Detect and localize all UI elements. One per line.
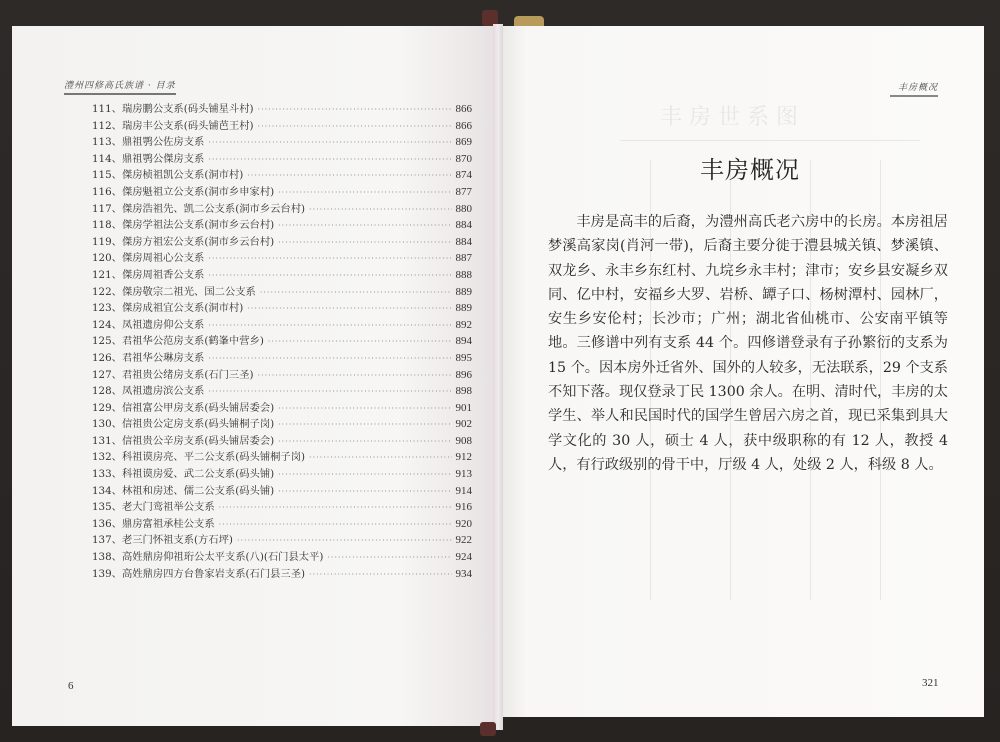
toc-entry-page: 892 (455, 318, 472, 331)
toc-entry-title: 139、高姓鼎房四方台鲁家岩支系(石门县三圣) (92, 567, 306, 580)
toc-entry-title: 134、林祖和房述、儒二公支系(码头铺) (92, 484, 275, 497)
toc-entry-page: 889 (455, 285, 472, 298)
toc-leader-dots (208, 271, 451, 280)
toc-leader-dots (219, 503, 452, 512)
toc-entry (92, 565, 472, 582)
toc-entry-page: 880 (455, 202, 472, 215)
toc-entry-page: 894 (455, 335, 472, 348)
toc-leader-dots (309, 570, 451, 579)
toc-leader-dots (327, 553, 451, 562)
toc-entry-page: 884 (455, 219, 472, 232)
toc-leader-dots (208, 138, 451, 147)
toc-entry-page: 902 (455, 418, 472, 431)
toc-entry-title: 132、科祖谟房亮、平二公支系(码头铺桐子岗) (92, 451, 306, 464)
toc-leader-dots (278, 470, 451, 479)
toc-leader-dots (278, 487, 451, 496)
table-of-contents (92, 100, 472, 581)
toc-entry-title: 136、鼎房富祖承桂公支系 (92, 517, 215, 530)
toc-entry (92, 482, 472, 499)
toc-entry-title: 114、鼎祖鹗公傑房支系 (92, 152, 205, 165)
toc-entry (92, 531, 472, 548)
toc-entry-page: 866 (455, 103, 472, 115)
toc-entry-page: 912 (455, 451, 472, 464)
toc-leader-dots (260, 288, 452, 297)
toc-entry (92, 399, 472, 416)
toc-leader-dots (278, 221, 451, 230)
toc-entry (92, 216, 472, 233)
toc-entry-title: 131、信祖贵公辛房支系(码头铺居委会) (92, 434, 275, 447)
toc-entry-page: 916 (455, 501, 472, 514)
book-gutter (493, 24, 503, 730)
toc-entry-page: 869 (455, 136, 472, 149)
toc-entry-page: 874 (455, 169, 472, 182)
toc-entry (92, 100, 472, 117)
toc-entry-title: 122、傑房敬宗二祖光、国二公支系 (92, 285, 256, 298)
bookmark-ribbon (514, 16, 544, 26)
toc-leader-dots (219, 520, 452, 529)
toc-entry (92, 183, 472, 200)
toc-leader-dots (278, 188, 451, 197)
toc-leader-dots (278, 437, 451, 446)
toc-entry (92, 432, 472, 449)
toc-entry (92, 382, 472, 399)
toc-entry (92, 133, 472, 150)
toc-entry (92, 548, 472, 565)
toc-leader-dots (309, 453, 451, 462)
toc-leader-dots (278, 238, 451, 247)
toc-entry (92, 316, 472, 333)
toc-entry-title: 115、傑房桢祖凯公支系(洞市村) (92, 169, 244, 182)
toc-entry-page: 920 (455, 517, 472, 530)
toc-entry-title: 113、鼎祖鹗公佐房支系 (92, 136, 205, 149)
toc-entry-title: 125、君祖华公范房支系(鹤峯中营乡) (92, 335, 264, 348)
toc-entry-title: 119、傑房方祖宏公支系(洞市乡云台村) (92, 235, 275, 248)
right-page-number: 321 (922, 677, 939, 689)
toc-entry (92, 515, 472, 532)
toc-leader-dots (247, 304, 451, 313)
toc-entry-title: 116、傑房魁祖立公支系(洞市乡申家村) (92, 185, 275, 198)
toc-entry (92, 498, 472, 515)
toc-leader-dots (208, 387, 451, 396)
toc-entry-page: 934 (455, 567, 472, 580)
toc-entry-page: 914 (455, 484, 472, 497)
toc-entry-title: 128、凤祖遗房滨公支系 (92, 385, 205, 398)
toc-entry-page: 924 (455, 551, 472, 564)
toc-entry-title: 126、君祖华公琳房支系 (92, 351, 205, 364)
toc-entry-title: 124、凤祖遗房仰公支系 (92, 318, 205, 331)
toc-entry (92, 299, 472, 316)
toc-entry-page: 908 (455, 434, 472, 447)
toc-leader-dots (309, 205, 451, 214)
toc-leader-dots (247, 171, 451, 180)
toc-entry-page: 898 (455, 385, 472, 398)
toc-entry-title: 135、老大门鸾祖举公支系 (92, 501, 215, 514)
toc-entry-page: 922 (455, 534, 472, 547)
toc-entry-page: 887 (455, 252, 472, 265)
toc-entry (92, 415, 472, 432)
toc-entry (92, 266, 472, 283)
toc-entry-title: 117、傑房浩祖先、凯二公支系(洞市乡云台村) (92, 202, 306, 215)
toc-entry-title: 121、傑房周祖香公支系 (92, 268, 205, 281)
toc-entry (92, 332, 472, 349)
toc-entry (92, 283, 472, 300)
book-spine-bottom (480, 722, 496, 736)
section-body-paragraph: 丰房是高丰的后裔，为澧州高氏老六房中的长房。本房祖居梦溪高家岗(肖河一带)，后裔主要分徙于澧县城关镇、梦溪镇、双龙乡、永丰乡东红村、九垸乡永丰村；津市；安乡县安凝乡双同、亿中村，安福乡大罗、岩桥、罈子口、杨树潭村、园林厂，安生乡安伦村；长沙市；广州；湖北省仙桃市、公安南平镇等地。三修谱中列有支系 44 个。四修谱登录有子孙繁衍的支系为 15 个。因本房外迁省外、国外的人较多，无法联系，29 个支系不知下落。现仅登录丁民 1300 余人。在明、清时代，丰房的太学生、举人和民国时代的国学生曾居六房之首，现已采集到具大学文化的 30 人，硕士 4 人，获中级职称的有 12 人，教授 4 人，有行政级别的骨干中，厅级 4 人，处级 2 人，科级 8 人。 (548, 214, 948, 473)
toc-entry-page: 889 (455, 302, 472, 315)
left-running-head: 澧州四修高氏族谱 · 目录 (64, 78, 176, 95)
section-title: 丰房概况 (700, 156, 800, 184)
toc-leader-dots (208, 254, 451, 263)
toc-leader-dots (258, 105, 452, 114)
toc-entry (92, 233, 472, 250)
toc-leader-dots (278, 404, 451, 413)
toc-entry-page: 888 (455, 268, 472, 281)
toc-leader-dots (258, 371, 452, 380)
toc-entry (92, 366, 472, 383)
right-running-head: 丰房概况 (890, 80, 938, 97)
toc-entry-page: 896 (455, 368, 472, 381)
toc-entry (92, 465, 472, 482)
toc-leader-dots (208, 321, 451, 330)
toc-entry-title: 129、信祖富公甲房支系(码头铺居委会) (92, 401, 275, 414)
left-page-number: 6 (68, 680, 74, 692)
toc-entry-page: 901 (455, 401, 472, 414)
toc-entry-page: 884 (455, 235, 472, 248)
toc-leader-dots (268, 337, 452, 346)
toc-entry-title: 123、傑房成祖宜公支系(洞市村) (92, 302, 244, 315)
toc-entry (92, 249, 472, 266)
toc-entry (92, 150, 472, 167)
toc-entry-title: 137、老三门怀祖支系(方石坪) (92, 534, 233, 547)
toc-entry-page: 913 (455, 468, 472, 481)
toc-leader-dots (208, 155, 451, 164)
toc-entry (92, 448, 472, 465)
toc-entry (92, 349, 472, 366)
toc-leader-dots (258, 122, 452, 131)
toc-entry (92, 166, 472, 183)
toc-leader-dots (237, 536, 452, 545)
toc-entry-page: 877 (455, 185, 472, 198)
toc-entry (92, 200, 472, 217)
toc-entry-title: 130、信祖贵公定房支系(码头铺桐子岗) (92, 418, 275, 431)
toc-entry (92, 117, 472, 134)
toc-entry-page: 895 (455, 351, 472, 364)
toc-entry-title: 111、瑞房鹏公支系(码头铺星斗村) (92, 103, 254, 115)
toc-entry-title: 118、傑房学祖法公支系(洞市乡云台村) (92, 219, 275, 232)
toc-entry-title: 127、君祖贵公绪房支系(石门三圣) (92, 368, 254, 381)
toc-entry-page: 870 (455, 152, 472, 165)
toc-entry-page: 866 (455, 119, 472, 132)
toc-entry-title: 112、瑞房丰公支系(码头铺芭王村) (92, 119, 254, 132)
toc-leader-dots (208, 354, 451, 363)
toc-entry-title: 138、高姓鼎房仰祖珩公太平支系(八)(石门县太平) (92, 551, 324, 564)
toc-leader-dots (278, 420, 451, 429)
toc-entry-title: 120、傑房周祖心公支系 (92, 252, 205, 265)
toc-entry-title: 133、科祖谟房爱、武二公支系(码头铺) (92, 468, 275, 481)
